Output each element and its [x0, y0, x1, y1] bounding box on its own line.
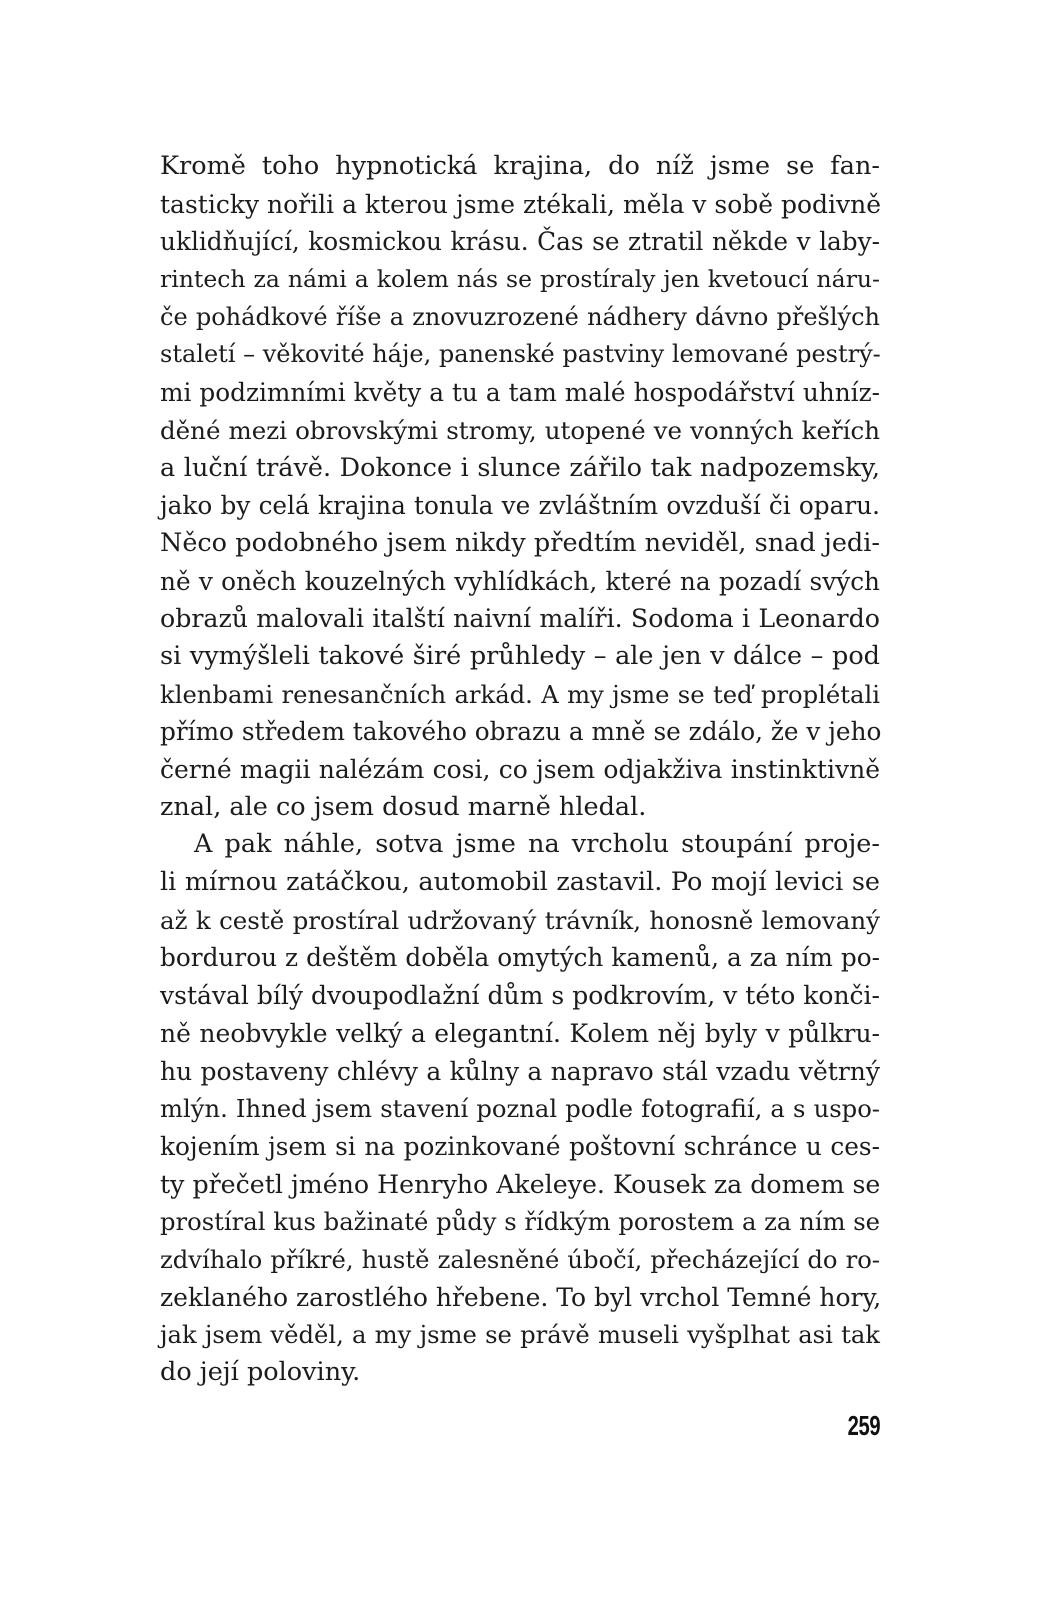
text-line: li mírnou zatáčkou, automobil zastavil. Po mojí levici se — [160, 867, 880, 898]
text-line: uklidňující, kosmickou krásu. Čas se ztratil někde v laby- — [160, 227, 880, 257]
text-line: do její poloviny. — [160, 1357, 361, 1387]
text-line: a luční trávě. Dokonce i slunce zářilo tak nadpozemsky, — [160, 452, 880, 483]
text-line: děné mezi obrovskými stromy, utopené ve vonných keřích — [160, 415, 880, 445]
text-line: bordurou z deštěm doběla omytých kamenů, a za ním po- — [160, 943, 880, 973]
text-line: hu postaveny chlévy a kůlny a napravo stál vzadu větrný — [160, 1056, 880, 1086]
paragraph — [160, 826, 880, 1391]
text-line: ně neobvykle velký a elegantní. Kolem něj byly v půlkru- — [160, 1018, 880, 1048]
text-line: A pak náhle, sotva jsme na vrcholu stoupání proje- — [194, 829, 880, 860]
text-line: jak jsem věděl, a my jsme se právě museli vyšplhat asi tak — [160, 1320, 880, 1350]
text-line: če pohádkové říše a znovuzrozené nádhery dávno přešlých — [160, 302, 880, 331]
text-line: Něco podobného jsem nikdy předtím neviděl, snad jedi- — [160, 527, 880, 558]
text-line: rintech za námi a kolem nás se prostíraly jen kvetoucí náru- — [160, 265, 880, 294]
text-line: ně v oněch kouzelných vyhlídkách, které na pozadí svých — [160, 566, 880, 596]
text-line: tasticky nořili a kterou jsme ztékali, měla v sobě podivně — [160, 189, 882, 219]
text-line: klenbami renesančních arkád. A my jsme se teď proplétali — [160, 679, 880, 709]
text-line: prostíral kus bažinaté půdy s řídkým porostem a za ním se — [160, 1207, 880, 1237]
text-line: znal, ale co jsem dosud marně hledal. — [160, 791, 647, 822]
text-line: vstával bílý dvoupodlažní dům s podkrovím, v této konči- — [160, 981, 880, 1011]
page-number: 259 — [847, 1410, 880, 1441]
text-line: jako by celá krajina tonula ve zvláštním ovzduší či oparu. — [160, 491, 880, 521]
body-text — [160, 148, 880, 1392]
text-line: staletí – věkovité háje, panenské pastviny lemované pestrý- — [160, 340, 881, 369]
text-line: černé magii nalézám cosi, co jsem odjakživa instinktivně — [160, 755, 880, 784]
text-line: mi podzimními květy a tu a tam malé hospodářství uhníz- — [160, 378, 880, 408]
text-line: ty přečetl jméno Henryho Akeleye. Kousek za domem se — [160, 1169, 881, 1199]
text-line: zdvíhalo příkré, hustě zalesněné úbočí, přecházející do ro- — [160, 1244, 880, 1274]
text-line: kojením jsem si na pozinkované poštovní schránce u ces- — [160, 1131, 880, 1161]
text-line: Kromě toho hypnotická krajina, do níž jsme se fan- — [160, 151, 880, 181]
text-line: zeklaného zarostlého hřebene. To byl vrchol Temné hory, — [160, 1282, 882, 1312]
text-line: přímo středem takového obrazu a mně se zdálo, že v jeho — [160, 717, 882, 747]
text-line: mlýn. Ihned jsem stavení poznal podle fotografií, a s uspo- — [160, 1094, 880, 1124]
paragraph — [160, 148, 880, 826]
text-line: si vymýšleli takové širé průhledy – ale jen v dálce – pod — [160, 640, 880, 671]
text-line: až k cestě prostíral udržovaný trávník, honosně lemovaný — [160, 905, 880, 935]
text-line: obrazů malovali italští naivní malíři. Sodoma i Leonardo — [160, 604, 880, 634]
